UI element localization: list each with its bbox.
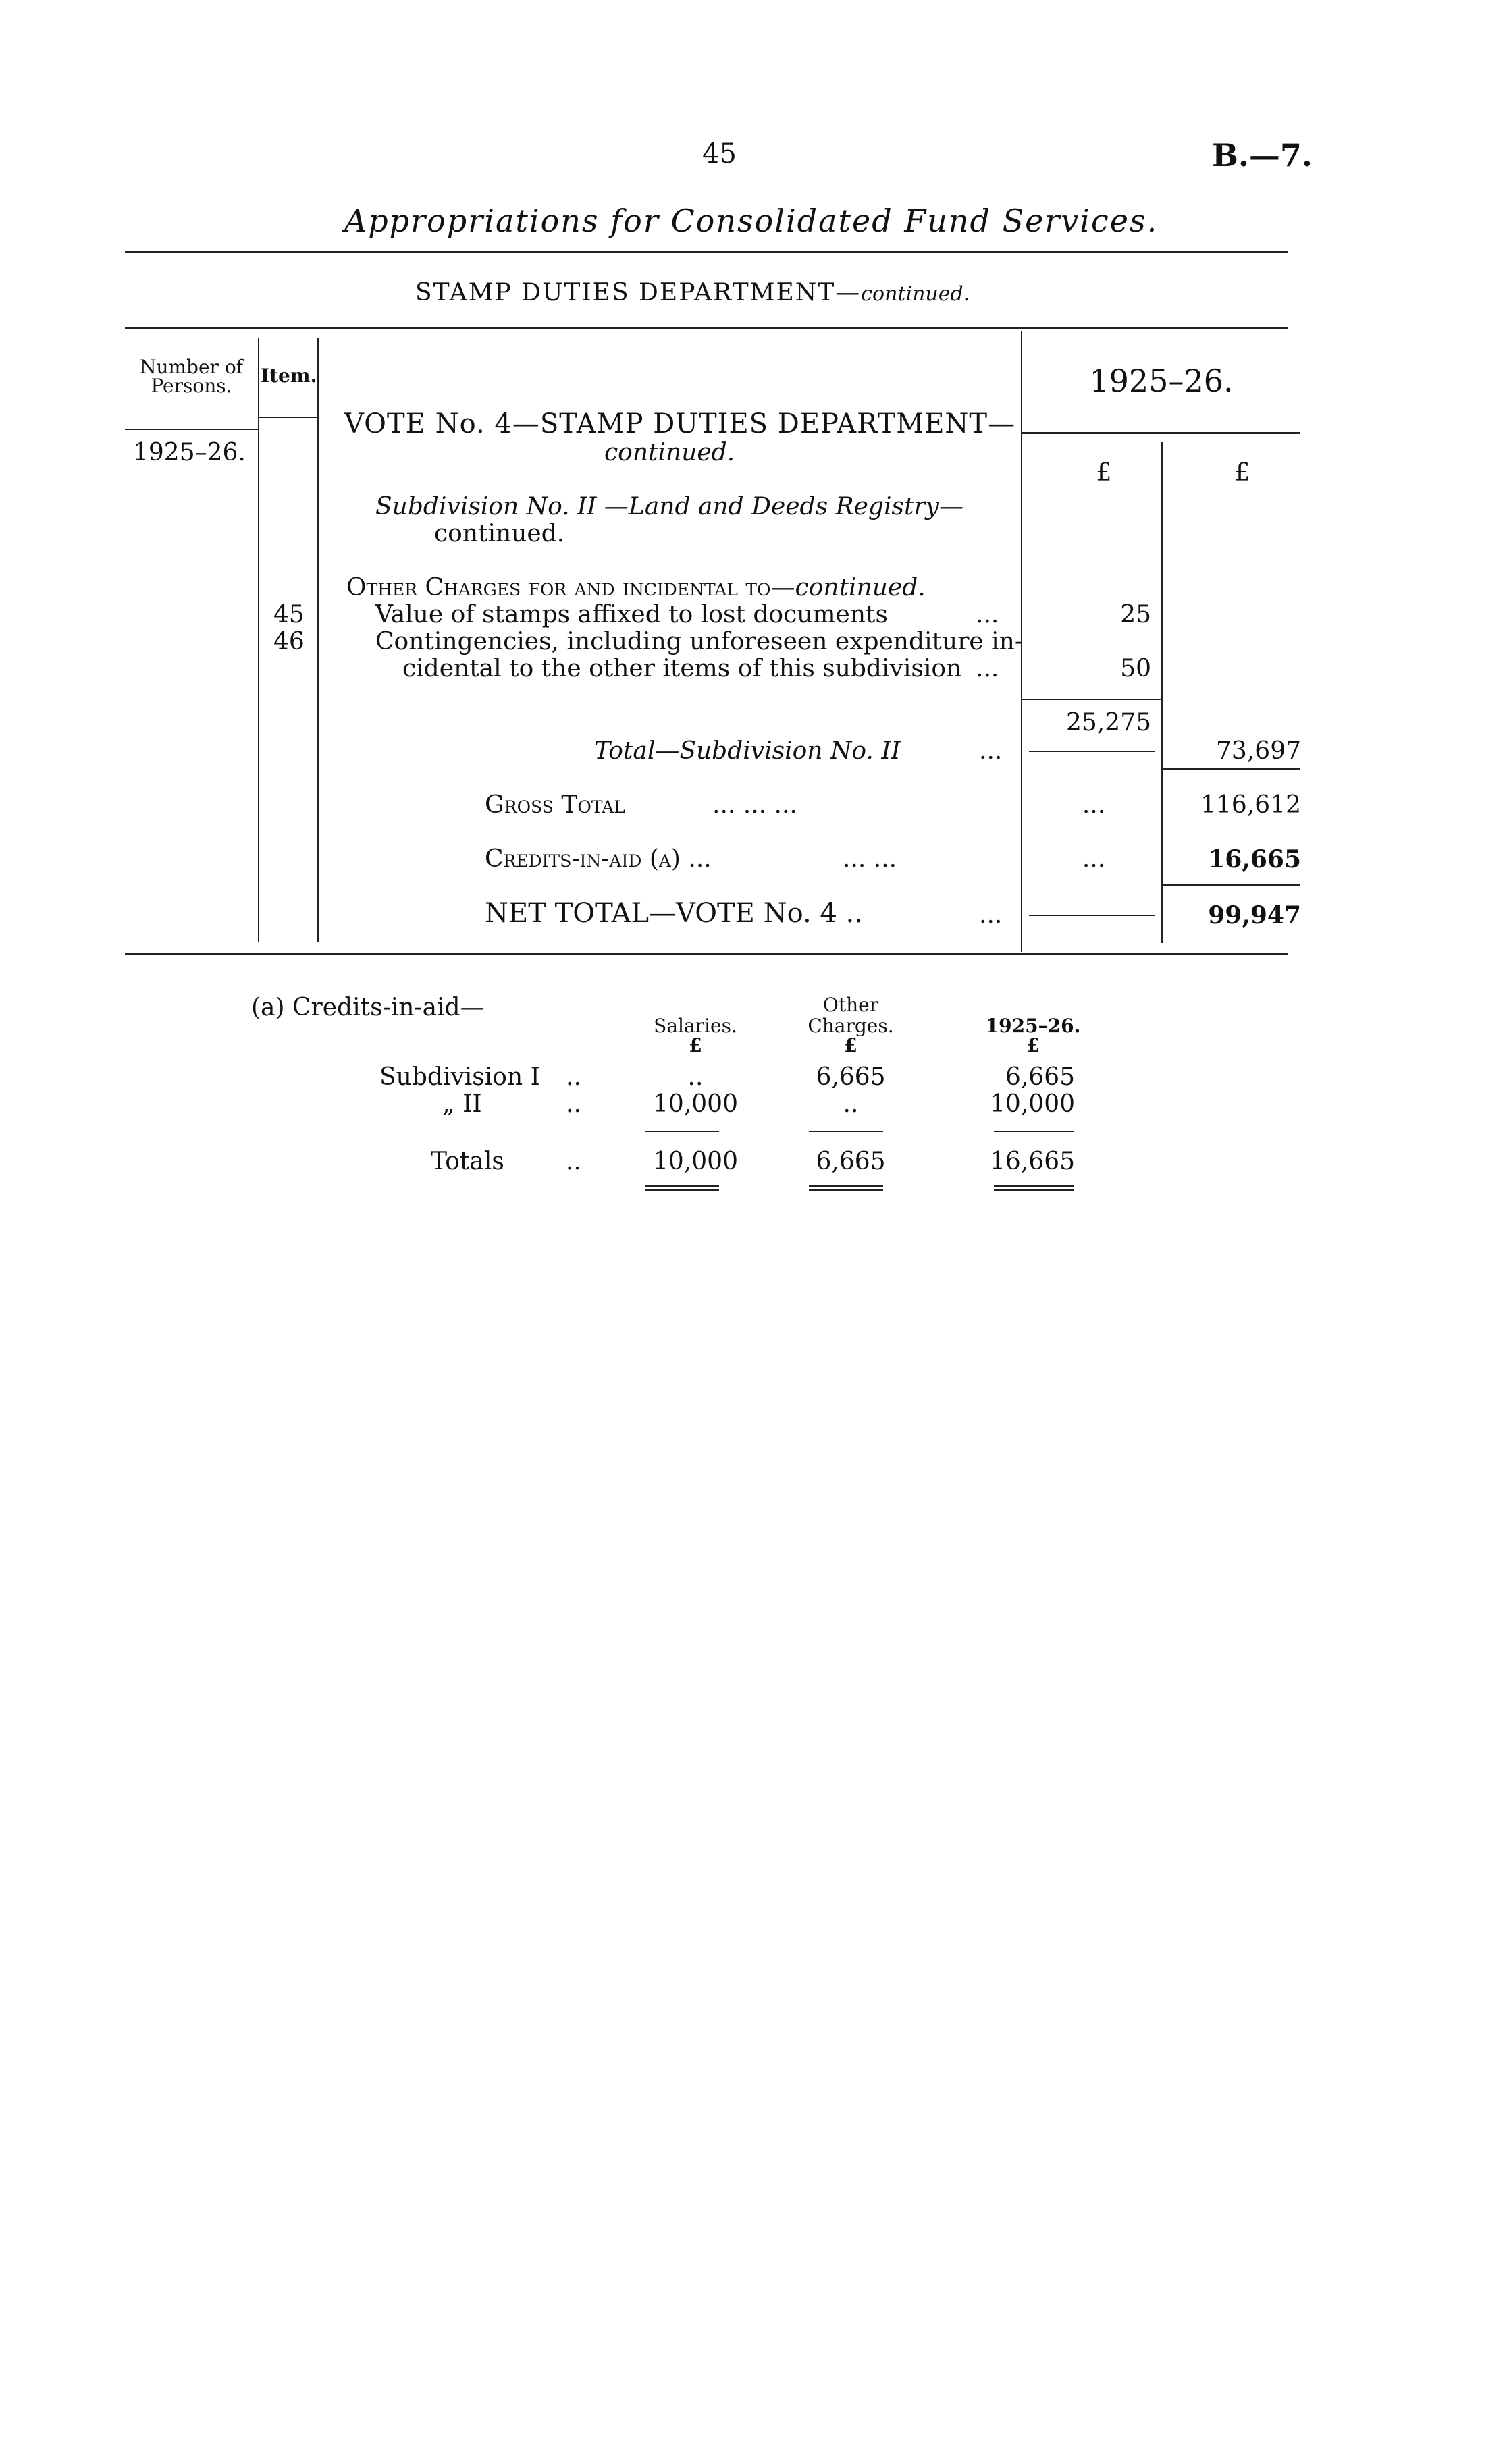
item-description: Contingencies, including unforeseen expenditure in- <box>375 628 1024 655</box>
footnote-totals-total: 16,665 <box>990 1148 1075 1175</box>
footnote-salaries-value: 10,000 <box>653 1090 738 1118</box>
item-number: 46 <box>273 628 305 655</box>
leader-dots: .. <box>566 1090 581 1118</box>
footnote-column-year: 1925–26. <box>985 1015 1081 1037</box>
leader-dots: ... <box>976 655 999 682</box>
item-amount: 25 <box>1120 601 1151 628</box>
subdivision-heading: Subdivision No. II —Land and Deeds Registry— <box>375 493 963 520</box>
footnote-pound-sign: £ <box>844 1034 857 1056</box>
footnote-double-rule <box>994 1189 1074 1191</box>
subtotal-value: 25,275 <box>1066 709 1151 736</box>
net-rule <box>1163 884 1300 886</box>
footnote-totals-salaries: 10,000 <box>653 1148 738 1175</box>
footnote-column-other-2: Charges. <box>808 1015 894 1037</box>
total-rule <box>1163 768 1300 770</box>
item-description: Value of stamps affixed to lost documents <box>375 601 888 628</box>
column-header-persons: Number of Persons. <box>139 356 244 397</box>
blank-rule <box>1029 751 1155 752</box>
table-top-rule <box>125 327 1288 329</box>
net-total-label: NET TOTAL—VOTE No. 4 .. <box>485 898 863 929</box>
gross-total-value: 116,612 <box>1200 791 1301 819</box>
title-rule <box>125 251 1288 253</box>
persons-year-label: 1925–26. <box>133 439 246 466</box>
page-title: Appropriations for Consolidated Fund Services. <box>344 203 1159 239</box>
footnote-other-value: .. <box>843 1090 859 1118</box>
vote-heading: VOTE No. 4—STAMP DUTIES DEPARTMENT— <box>344 408 1016 439</box>
footnote-rule <box>994 1131 1074 1132</box>
amount-pound-sign: £ <box>1096 459 1112 487</box>
footnote-pound-sign: £ <box>689 1034 702 1056</box>
footnote-row-label: Subdivision I <box>379 1063 540 1091</box>
footnote-other-value: 6,665 <box>816 1063 886 1091</box>
footnote-salaries-value: .. <box>687 1063 704 1091</box>
footnote-column-salaries: Salaries. <box>654 1015 737 1037</box>
leader-dots: .. <box>566 1063 581 1091</box>
table-bottom-rule <box>125 953 1288 955</box>
leader-dots: ... <box>979 901 1003 929</box>
footnote-total-value: 6,665 <box>1005 1063 1075 1091</box>
total-subdivision-value: 73,697 <box>1216 737 1301 765</box>
blank-rule <box>1029 915 1155 916</box>
leader-dots: ... <box>1082 791 1106 819</box>
footnote-label: (a) Credits-in-aid— <box>251 994 485 1021</box>
item-column-divider <box>317 338 319 942</box>
credits-in-aid-value: 16,665 <box>1208 845 1301 874</box>
leader-dots: .. <box>566 1148 581 1175</box>
item-header-rule <box>259 417 317 418</box>
footnote-rule <box>645 1131 719 1132</box>
gross-total-label: Gross Total <box>485 791 625 819</box>
footnote-totals-other: 6,665 <box>816 1148 886 1175</box>
vote-continued: continued. <box>604 439 735 466</box>
persons-column-divider <box>258 338 259 942</box>
section-heading: STAMP DUTIES DEPARTMENT—continued. <box>415 279 970 306</box>
footnote-double-rule <box>645 1189 719 1191</box>
footnote-column-other-1: Other <box>822 994 879 1016</box>
item-amount: 50 <box>1120 655 1151 682</box>
amount-column-divider <box>1161 442 1163 943</box>
subtotal-rule <box>1022 699 1161 700</box>
footnote-row-label: „ II <box>442 1090 482 1118</box>
total-pound-sign: £ <box>1234 459 1250 487</box>
subdivision-continued: continued. <box>434 520 565 547</box>
document-reference: B.—7. <box>1212 137 1313 173</box>
item-number: 45 <box>273 601 305 628</box>
footnote-totals-label: Totals <box>431 1148 504 1175</box>
footnote-double-rule <box>809 1189 883 1191</box>
other-charges-heading: Other Charges for and incidental to—continued. <box>346 574 926 601</box>
leader-dots: ... <box>976 601 999 628</box>
footnote-double-rule <box>809 1185 883 1187</box>
persons-header-rule <box>125 429 258 430</box>
total-subdivision-label: Total—Subdivision No. II <box>594 737 901 765</box>
footnote-double-rule <box>994 1185 1074 1187</box>
leader-dots: ... ... <box>843 845 897 873</box>
net-total-value: 99,947 <box>1208 901 1301 930</box>
leader-dots: ... <box>1082 845 1106 873</box>
column-header-year: 1925–26. <box>1089 363 1234 399</box>
item-description-continued: cidental to the other items of this subdivision <box>402 655 962 682</box>
leader-dots: ... ... ... <box>712 791 797 819</box>
footnote-total-value: 10,000 <box>990 1090 1075 1118</box>
footnote-double-rule <box>645 1185 719 1187</box>
year-header-rule <box>1022 432 1300 434</box>
column-header-item: Item. <box>261 365 317 387</box>
credits-in-aid-label: Credits-in-aid (a) ... <box>485 845 712 873</box>
leader-dots: ... <box>979 737 1003 765</box>
page-number: 45 <box>702 138 737 169</box>
footnote-pound-sign: £ <box>1026 1034 1040 1056</box>
footnote-rule <box>809 1131 883 1132</box>
